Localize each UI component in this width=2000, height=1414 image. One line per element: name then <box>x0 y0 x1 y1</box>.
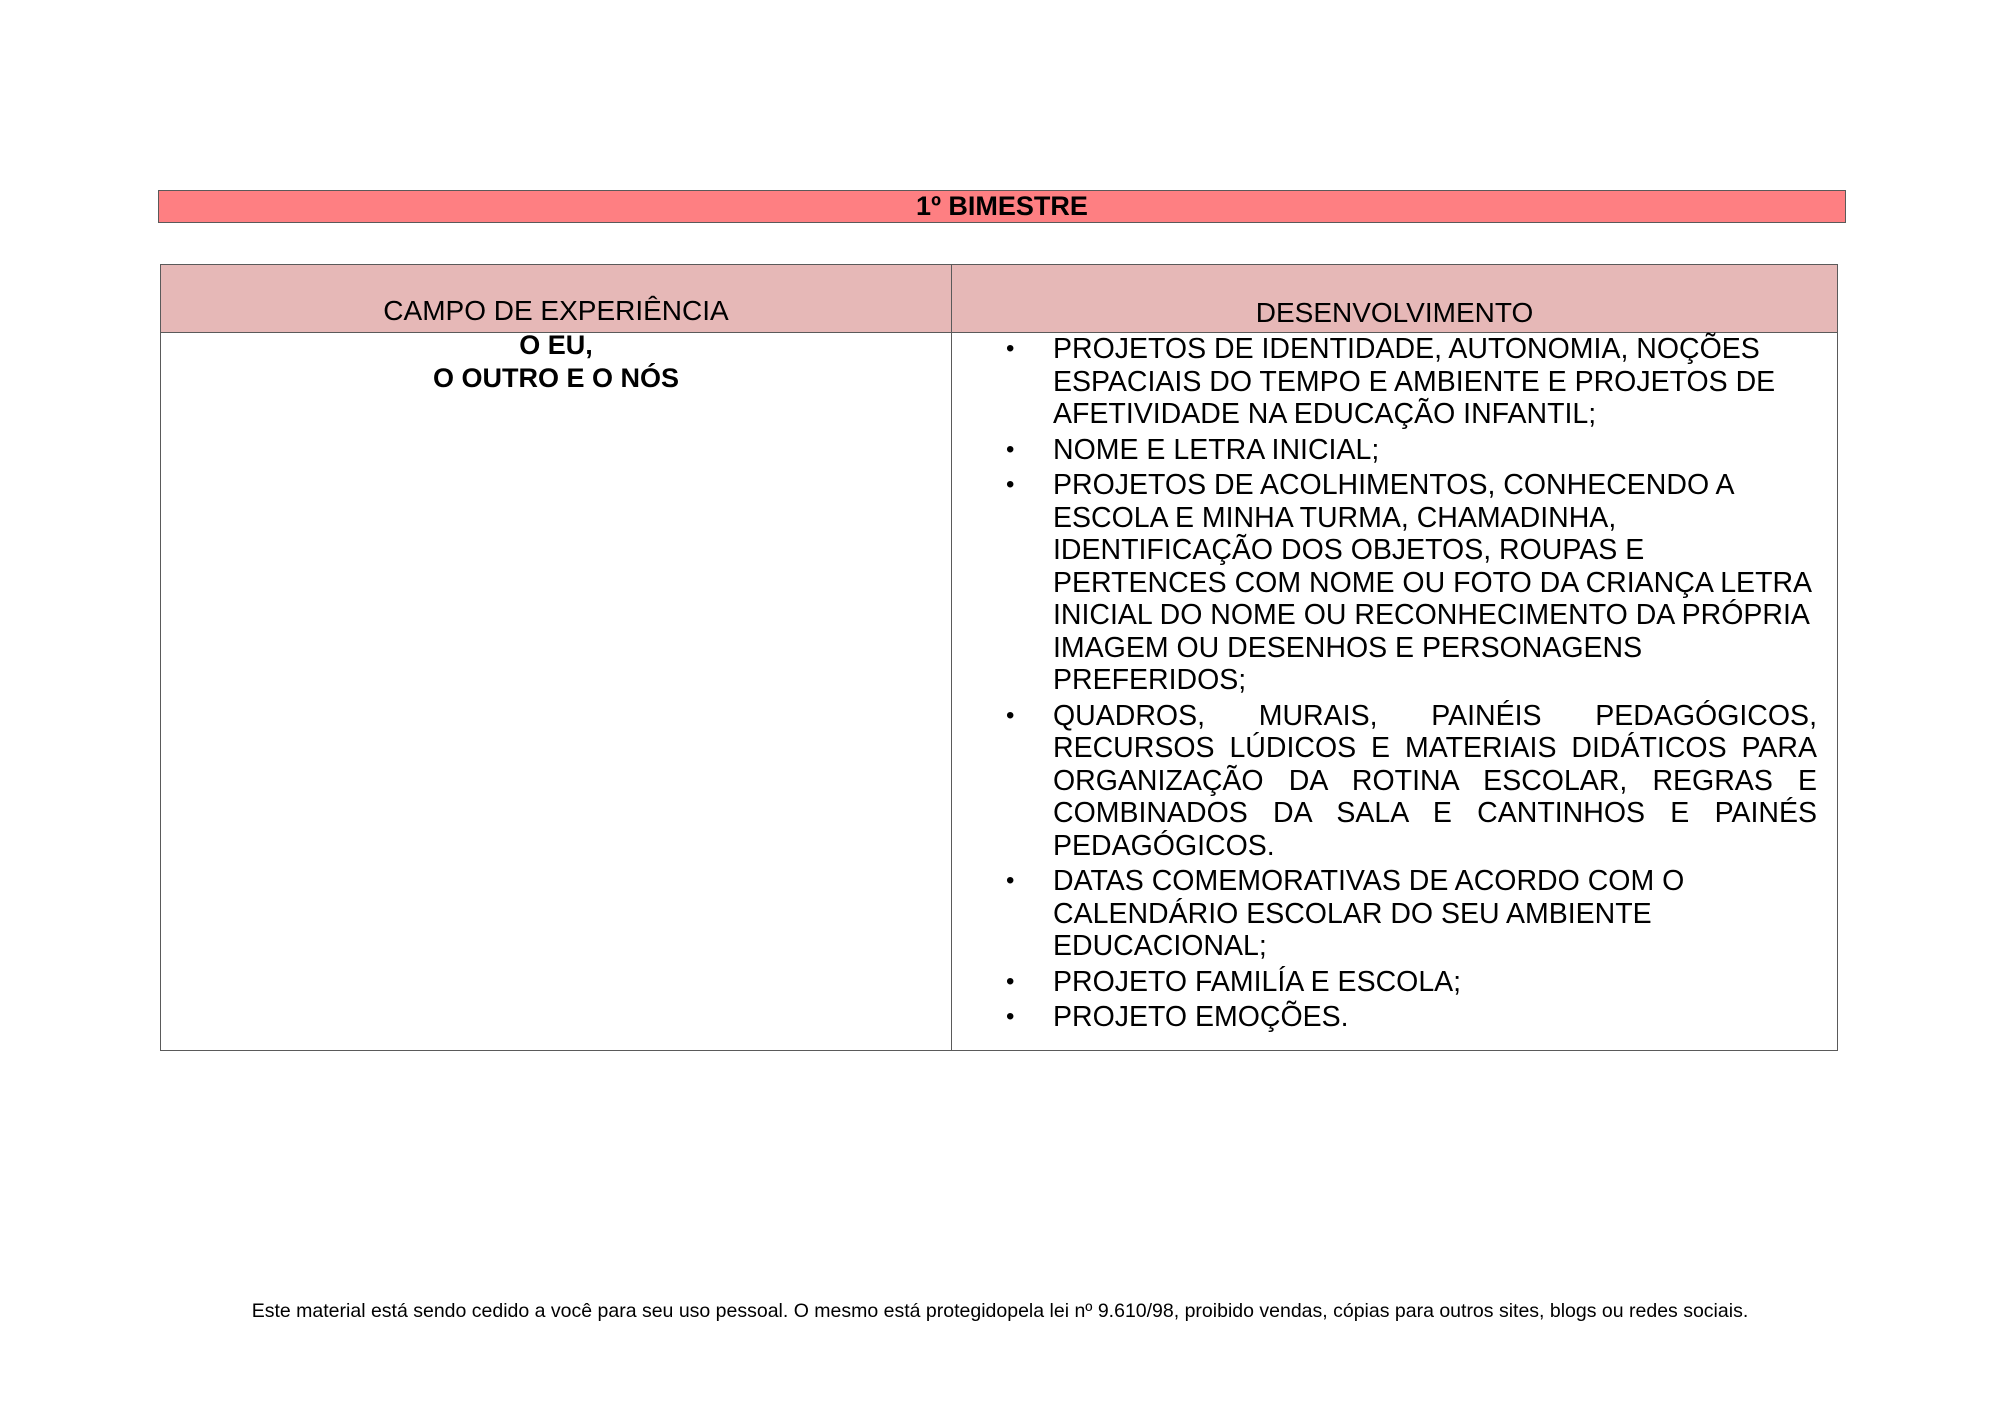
bullet-icon: • <box>1006 967 1015 995</box>
list-item-text: PROJETO EMOÇÕES. <box>1053 1001 1349 1033</box>
header-desenvolvimento <box>952 265 1837 333</box>
list-item-text: DATAS COMEMORATIVAS DE ACORDO COM O CALENDÁRIO ESCOLAR DO SEU AMBIENTE EDUCACIONAL; <box>1053 865 1685 962</box>
list-item-text: PROJETO FAMILÍA E ESCOLA; <box>1053 965 1462 998</box>
bullet-icon: • <box>1006 1003 1015 1030</box>
bullet-icon: • <box>1006 867 1015 894</box>
list-item <box>952 700 1837 863</box>
header-desenvolvimento-label: DESENVOLVIMENTO <box>1255 297 1534 328</box>
bullet-icon: • <box>1006 471 1015 498</box>
list-item <box>952 1001 1837 1034</box>
list-item <box>952 333 1837 431</box>
bimester-title: 1º BIMESTRE <box>916 191 1088 221</box>
campo-name-line1: O EU, <box>519 330 593 360</box>
campo-name-line2: O OUTRO E O NÓS <box>432 363 680 393</box>
desenvolvimento-list <box>952 333 1837 1037</box>
list-item-text: QUADROS, MURAIS, PAINÉIS PEDAGÓGICOS, RECURSOS LÚDICOS E MATERIAIS DIDÁTICOS PARA ORGANIZAÇÃO DA ROTINA ESCOLAR, REGRAS E COMBINADOS DA SALA E CANTINHOS E PAINÉS PEDAGÓGICOS. <box>1053 699 1817 862</box>
bullet-icon: • <box>1006 435 1015 463</box>
campo-name <box>161 329 951 395</box>
list-item-text: PROJETOS DE IDENTIDADE, AUTONOMIA, NOÇÕES ESPACIAIS DO TEMPO E AMBIENTE E PROJETOS DE AFETIVIDADE NA EDUCAÇÃO INFANTIL; <box>1053 333 1776 430</box>
curriculum-table <box>160 264 1838 1051</box>
bullet-icon: • <box>1006 335 1015 362</box>
campo-cell <box>161 330 952 1050</box>
bullet-icon: • <box>1006 701 1015 729</box>
list-item <box>952 434 1837 467</box>
bimester-banner <box>158 190 1846 223</box>
list-item <box>952 469 1837 697</box>
list-item-text: PROJETOS DE ACOLHIMENTOS, CONHECENDO A ESCOLA E MINHA TURMA, CHAMADINHA, IDENTIFICAÇÃO DOS OBJETOS, ROUPAS E PERTENCES COM NOME OU FOTO DA CRIANÇA LETRA INICIAL DO NOME OU RECONHECIMENTO DA PRÓPRIA IMAGEM OU DESENHOS E PERSONAGENS PREFERIDOS; <box>1053 469 1811 696</box>
header-campo-label: CAMPO DE EXPERIÊNCIA <box>383 295 729 326</box>
desenvolvimento-cell <box>952 333 1837 1050</box>
copyright-note: Este material está sendo cedido a você para seu uso pessoal. O mesmo está protegidopela lei nº 9.610/98, proibido vendas, cópias para outros sites, blogs ou redes sociais. <box>251 1300 1749 1322</box>
list-item <box>952 966 1837 999</box>
list-item-text: NOME E LETRA INICIAL; <box>1053 433 1380 466</box>
header-campo-experiencia <box>161 265 952 333</box>
list-item <box>952 865 1837 963</box>
